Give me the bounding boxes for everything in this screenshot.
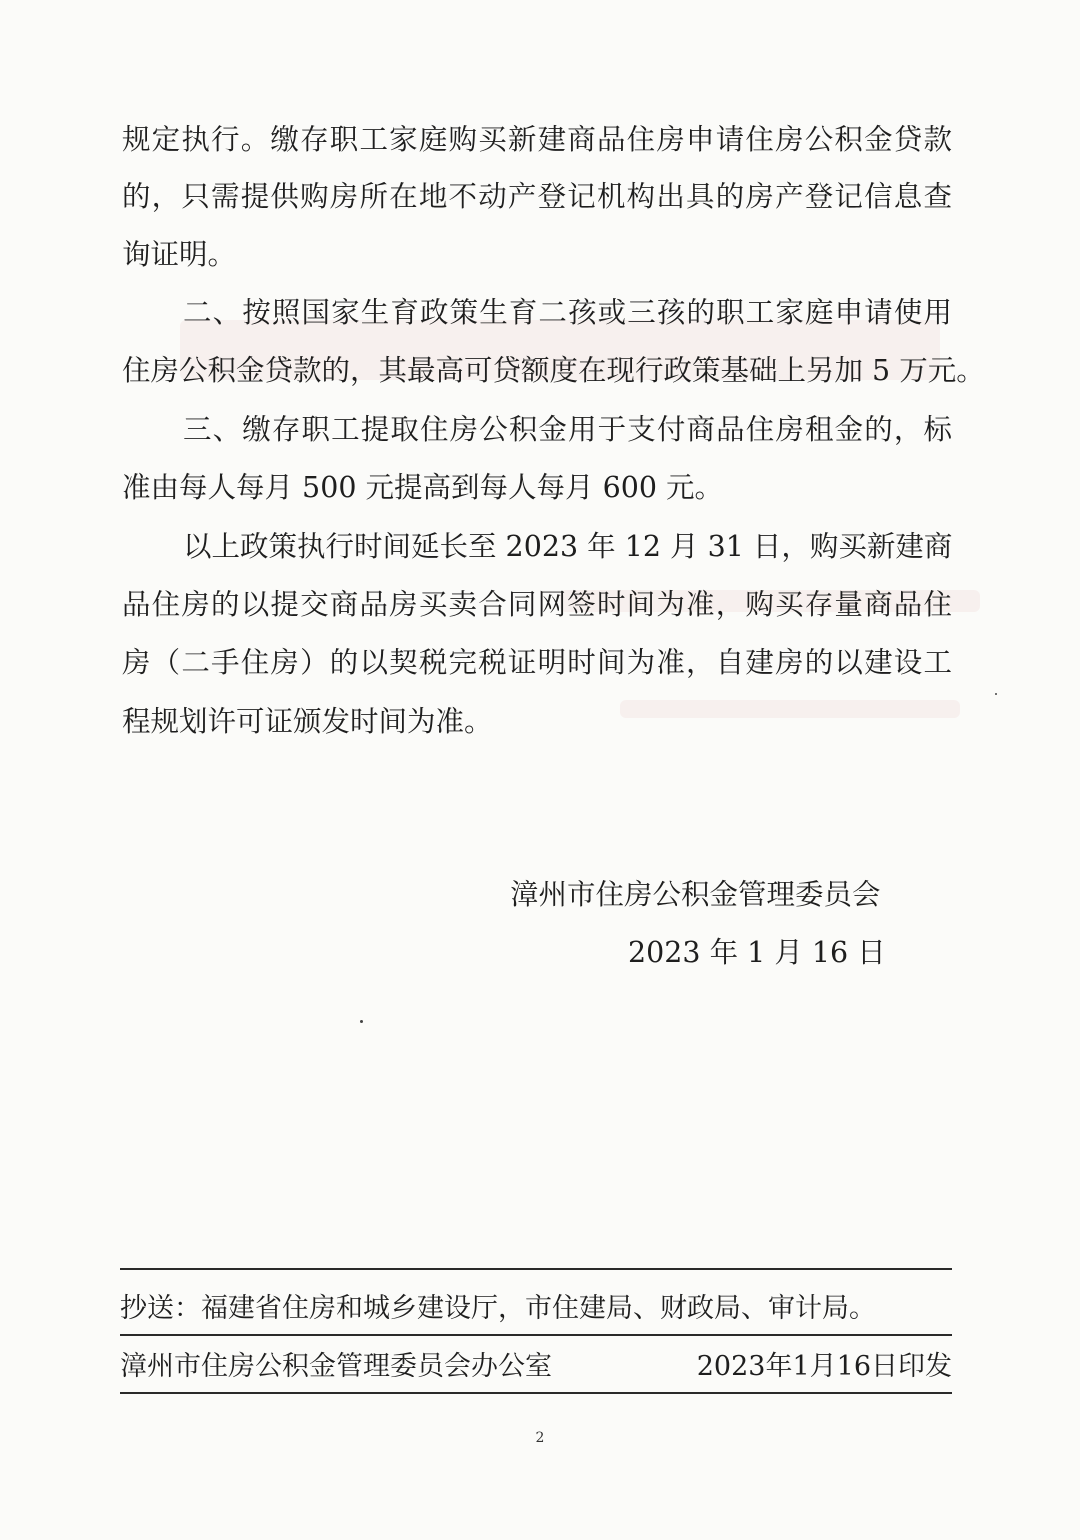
- ink-speck: [995, 693, 997, 695]
- body-line-9: 品住房的以提交商品房买卖合同网签时间为准，购买存量商品住: [122, 588, 952, 621]
- footer-top-rule: [120, 1268, 952, 1270]
- body-line-6: 三、缴存职工提取住房公积金用于支付商品住房租金的，标: [183, 413, 952, 446]
- issuer: 漳州市住房公积金管理委员会办公室: [120, 1351, 552, 1382]
- body-line-7: 准由每人每月 500 元提高到每人每月 600 元。: [122, 471, 724, 504]
- cc-line: 抄送：福建省住房和城乡建设厅，市住建局、财政局、审计局。: [120, 1293, 876, 1324]
- body-line-2: 的，只需提供购房所在地不动产登记机构出具的房产登记信息查: [122, 180, 952, 213]
- body-line-4: 二、按照国家生育政策生育二孩或三孩的职工家庭申请使用: [183, 296, 952, 329]
- body-line-1: 规定执行。缴存职工家庭购买新建商品住房申请住房公积金贷款: [122, 123, 952, 156]
- issue-date: 2023年1月16日印发: [696, 1351, 952, 1382]
- body-line-5: 住房公积金贷款的，其最高可贷额度在现行政策基础上另加 5 万元。: [122, 354, 985, 387]
- signature-date: 2023 年 1 月 16 日: [628, 936, 886, 969]
- body-line-10: 房（二手住房）的以契税完税证明时间为准，自建房的以建设工: [122, 646, 952, 679]
- issue-line: [120, 1348, 952, 1386]
- page-number: 2: [535, 1430, 545, 1446]
- body-line-3: 询证明。: [122, 238, 237, 271]
- ink-speck: [360, 1020, 363, 1023]
- footer-middle-rule: [120, 1334, 952, 1336]
- body-line-11: 程规划许可证颁发时间为准。: [122, 705, 493, 738]
- signature-organization: 漳州市住房公积金管理委员会: [510, 878, 881, 911]
- body-line-8: 以上政策执行时间延长至 2023 年 12 月 31 日，购买新建商: [183, 530, 953, 563]
- footer-bottom-rule: [120, 1392, 952, 1394]
